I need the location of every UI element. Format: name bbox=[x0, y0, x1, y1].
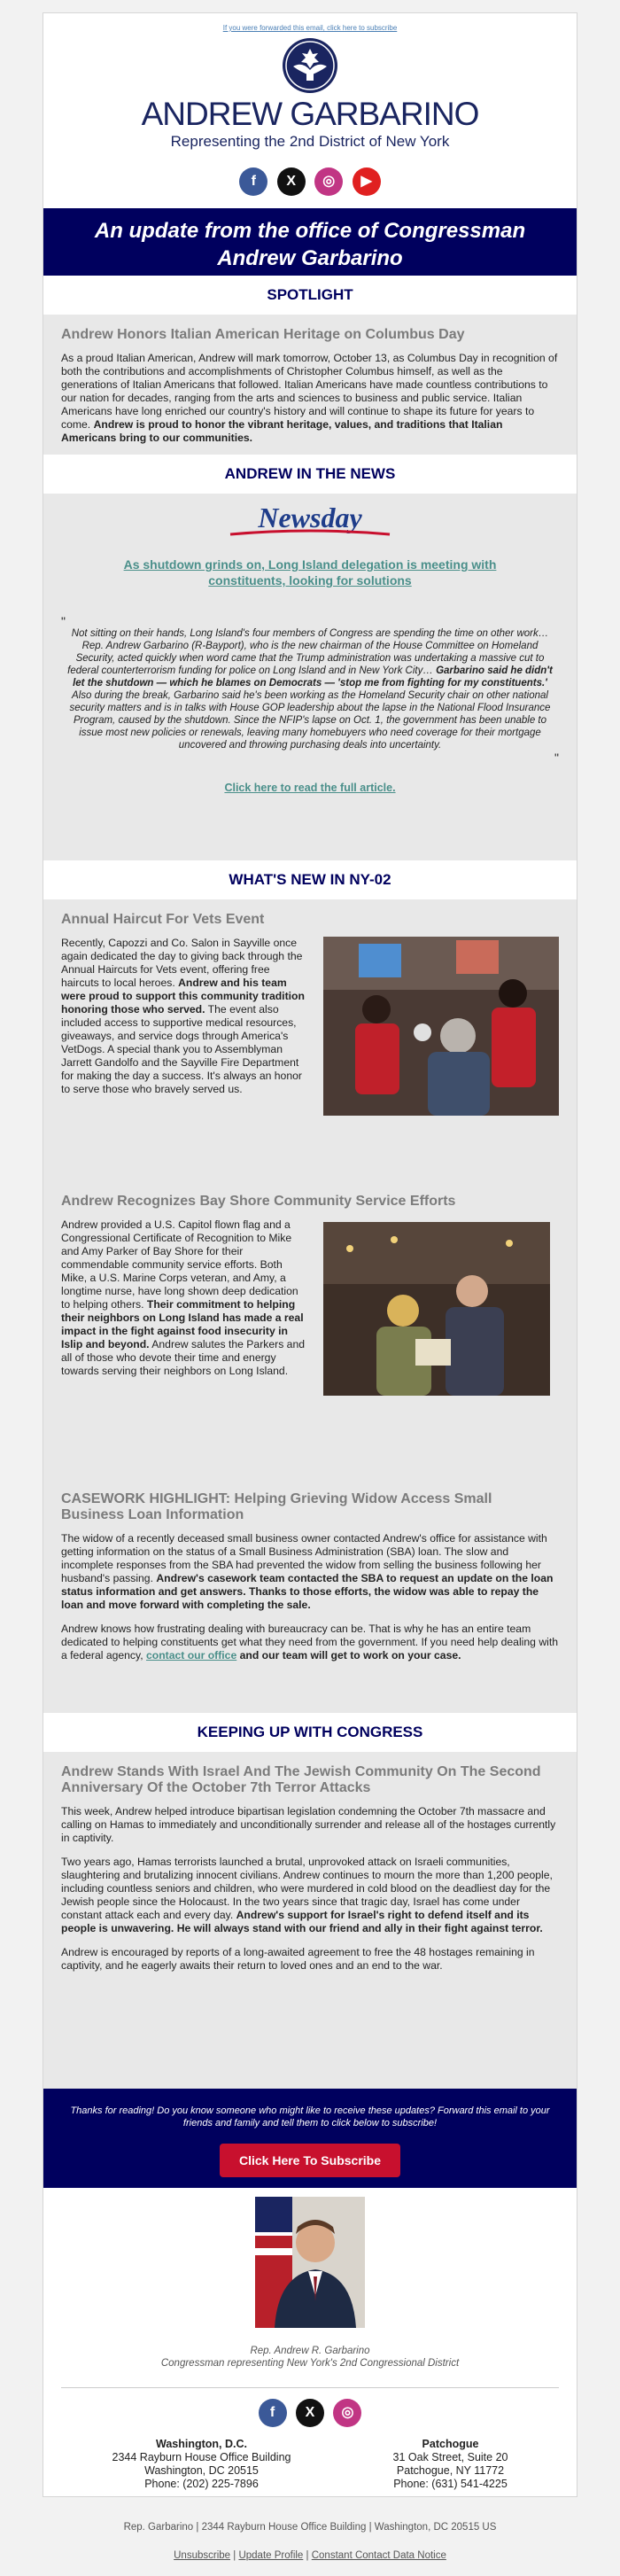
read-full-article-link[interactable]: Click here to read the full article. bbox=[224, 782, 396, 794]
newsday-logo bbox=[61, 497, 559, 544]
social-links-bottom bbox=[43, 2399, 577, 2438]
social-links-top bbox=[43, 152, 577, 208]
congress-text-3: Andrew is encouraged by reports of a long-awaited agreement to free the 48 hostages remaining in captivity, and he eagerly awaits their return to loved ones and an end to the war. bbox=[61, 1946, 535, 1972]
update-profile-link[interactable]: Update Profile bbox=[238, 2550, 304, 2561]
signature-name: Rep. Andrew R. Garbarino bbox=[250, 2346, 370, 2356]
spotlight-heading: SPOTLIGHT bbox=[43, 276, 577, 315]
hero-banner: An update from the office of Congressman Andrew Garbarino bbox=[43, 208, 577, 276]
haircut-event-photo-icon bbox=[323, 937, 559, 1116]
news-heading: ANDREW IN THE NEWS bbox=[43, 455, 577, 494]
office-dc bbox=[112, 2438, 291, 2491]
footer-links: Unsubscribe | Update Profile | Constant Contact Data Notice bbox=[174, 2550, 446, 2561]
footer-address: Rep. Garbarino | 2344 Rayburn House Office Building | Washington, DC 20515 US bbox=[123, 2522, 497, 2533]
office-phone: Phone: (202) 225-7896 bbox=[144, 2478, 259, 2490]
office-locations bbox=[43, 2438, 577, 2496]
representative-portrait-icon bbox=[255, 2197, 365, 2328]
subscribe-forward-link[interactable]: If you were forwarded this email, click here to subscribe bbox=[222, 24, 398, 32]
congress-title: Andrew Stands With Israel And The Jewish Community On The Second Anniversary Of the October 7th Terror Attacks bbox=[61, 1764, 541, 1795]
facebook-icon[interactable]: f bbox=[259, 2399, 287, 2427]
office-patchogue bbox=[393, 2438, 508, 2491]
instagram-icon[interactable]: ◎ bbox=[314, 167, 343, 196]
office-line2: Patchogue, NY 11772 bbox=[396, 2464, 505, 2477]
news-quote: Not sitting on their hands, Long Island's four members of Congress are spending the time on other work… Rep. Andrew Garbarino (R-Bayport), who is the new chairman of the House Committee on Homeland Security, acted quickly when word came that the Trump administration was undertaking a massive cut to federal counterterrorism funding for police on Long Island and in New York City… Garbarino said he didn't let the shutdown — which he blames on Democrats — 'stop me from fighting for my constituents.' Also during the break, Garbarino said he's been working as the Homeland Security chair on other national security matters and is in talks with House GOP leadership about the lapse in the National Flood Insurance Program, caused by the shutdown. Since the NFIP's lapse on Oct. 1, the government has been unable to issue most new policies or renewals, leaving many homebuyers who need coverage for their mortgage uncovered and throwing purchasing deals into uncertainty. bbox=[67, 628, 553, 751]
casework-text-1: The widow of a recently deceased small business owner contacted Andrew's office for assistance with getting information on the status of a Small Business Administration (SBA) loan. The slow and incomplete responses from the SBA had prevented the widow from selling the business following her husband's passing. Andrew's casework team contacted the SBA to request an update on the loan status information and get answers. Thanks to those efforts, the widow was able to repay the loan and move forward with completing the sale. bbox=[61, 1532, 554, 1611]
haircut-title: Annual Haircut For Vets Event bbox=[61, 912, 265, 927]
office-line1: 2344 Rayburn House Office Building bbox=[112, 2451, 291, 2463]
casework-title: CASEWORK HIGHLIGHT: Helping Grieving Widow Access Small Business Loan Information bbox=[61, 1491, 492, 1522]
divider bbox=[61, 2387, 559, 2388]
office-line2: Washington, DC 20515 bbox=[144, 2464, 259, 2477]
office-line1: 31 Oak Street, Suite 20 bbox=[392, 2451, 508, 2463]
bayshore-recognition-photo-icon bbox=[323, 1222, 550, 1396]
district-subtitle: Representing the 2nd District of New York bbox=[170, 133, 450, 150]
bayshore-text: Andrew provided a U.S. Capitol flown flag and a Congressional Certificate of Recognition to Mike and Amy Parker of Bay Shore for their commendable community service efforts. Both Mike, a U.S. Marine Corps veteran, and Amy, a longtime nurse, have long shown deep dedication to helping others. Their commitment to helping their neighbors on Long Island has made a real impact in the fight against food insecurity in Islip and beyond. Andrew salutes the Parkers and all of those who devote their time and energy towards serving their neighbors on Long Island. bbox=[61, 1218, 306, 1377]
office-title: Patchogue bbox=[422, 2438, 479, 2450]
spotlight-section bbox=[43, 315, 577, 455]
representative-name: ANDREW GARBARINO bbox=[141, 96, 479, 132]
haircut-photo bbox=[323, 937, 559, 1188]
haircut-text: Recently, Capozzi and Co. Salon in Sayville once again dedicated the day to giving back through the Annual Haircuts for Vets event, offering free haircuts to local heroes. Andrew and his team were proud to support this community tradition honoring those who served. The event also included access to supportive medical resources, giveaways, and service dogs through America's VetDogs. A special thank you to Assemblyman Jarrett Gandolfo and the Sayville Fire Department for making the day a success. It's always an honor to serve those who bravely served us. bbox=[61, 937, 305, 1095]
bayshore-title: Andrew Recognizes Bay Shore Community Service Efforts bbox=[61, 1194, 456, 1209]
forward-notice bbox=[43, 13, 577, 36]
spotlight-body: As a proud Italian American, Andrew will mark tomorrow, October 13, as Columbus Day in recognition of both the contributions and accomplishments of Christopher Columbus himself, as well as the generations of Italian Americans that followed. Italian Americans have made countless contributions to our nation for decades, ranging from the arts and sciences to business and public service. Italian Americans have long enriched our country's history and will continue to shape its future for years to come. Andrew is proud to honor the vibrant heritage, values, and traditions that Italian Americans bring to our communities. bbox=[61, 352, 558, 444]
cta-text: Thanks for reading! Do you know someone who might like to receive these updates? Forward this email to your friends and family and tell them to click below to subscribe! bbox=[70, 2105, 550, 2129]
congressional-seal-icon bbox=[281, 36, 339, 95]
congress-text-1: This week, Andrew helped introduce bipartisan legislation condemning the October 7th massacre and calling on Hamas to immediately and unconditionally surrender and release all of the hostages currently in captivity. bbox=[61, 1805, 556, 1844]
instagram-icon[interactable]: ◎ bbox=[333, 2399, 361, 2427]
contact-office-link[interactable]: contact our office bbox=[145, 1649, 237, 1662]
youtube-icon[interactable]: ▶ bbox=[353, 167, 381, 196]
brand-block bbox=[43, 97, 577, 152]
newsday-logo-text: Newsday bbox=[258, 502, 362, 533]
spotlight-title: Andrew Honors Italian American Heritage on Columbus Day bbox=[61, 327, 465, 342]
congress-section bbox=[43, 1752, 577, 2089]
news-section bbox=[43, 494, 577, 860]
office-phone: Phone: (631) 541-4225 bbox=[393, 2478, 508, 2490]
subscribe-cta bbox=[43, 2089, 577, 2188]
congress-text-2: Two years ago, Hamas terrorists launched a brutal, unprovoked attack on Israeli communities, slaughtering and brutalizing innocent civilians. Andrew continues to mourn the more than 1,200 people, including countless seniors and children, who were murdered in cold blood on the deadliest day for the Jewish people since the Holocaust. In the two years since that tragic day, Israel has come under constant attack each and every day. Andrew's support for Israel's right to defend itself and its people is unwavering. He will always stand with our friend and ally in their fight against terror. bbox=[61, 1856, 553, 1934]
facebook-icon[interactable]: f bbox=[239, 167, 267, 196]
news-headline-link[interactable]: As shutdown grinds on, Long Island delegation is meeting with constituents, looking for solutions bbox=[123, 557, 497, 588]
signature-block bbox=[43, 2188, 577, 2370]
signature-caption bbox=[43, 2345, 577, 2370]
email-container bbox=[43, 12, 577, 2497]
casework-text-2: Andrew knows how frustrating dealing with bureaucracy can be. That is why he has an entire team dedicated to helping constituents get what they need from the government. If you need help dealing with a federal agency, contact our office and our team will get to work on your case. bbox=[61, 1623, 558, 1662]
bayshore-photo bbox=[323, 1218, 559, 1486]
close-quote-mark: " bbox=[554, 751, 559, 765]
newsday-logo-icon bbox=[221, 501, 399, 540]
ny02-section bbox=[43, 899, 577, 1713]
congress-heading: KEEPING UP WITH CONGRESS bbox=[43, 1713, 577, 1752]
open-quote-mark: " bbox=[61, 614, 66, 628]
office-title: Washington, D.C. bbox=[156, 2438, 247, 2450]
signature-title: Congressman representing New York's 2nd Congressional District bbox=[160, 2358, 460, 2369]
ny02-heading: WHAT'S NEW IN NY-02 bbox=[43, 860, 577, 899]
unsubscribe-link[interactable]: Unsubscribe bbox=[174, 2550, 231, 2561]
x-twitter-icon[interactable]: X bbox=[296, 2399, 324, 2427]
subscribe-button[interactable]: Click Here To Subscribe bbox=[220, 2144, 400, 2177]
seal-logo bbox=[43, 36, 577, 97]
x-twitter-icon[interactable]: X bbox=[277, 167, 306, 196]
bayshore-block bbox=[61, 1218, 559, 1486]
data-notice-link[interactable]: Constant Contact Data Notice bbox=[311, 2550, 446, 2561]
haircut-block bbox=[61, 937, 559, 1188]
